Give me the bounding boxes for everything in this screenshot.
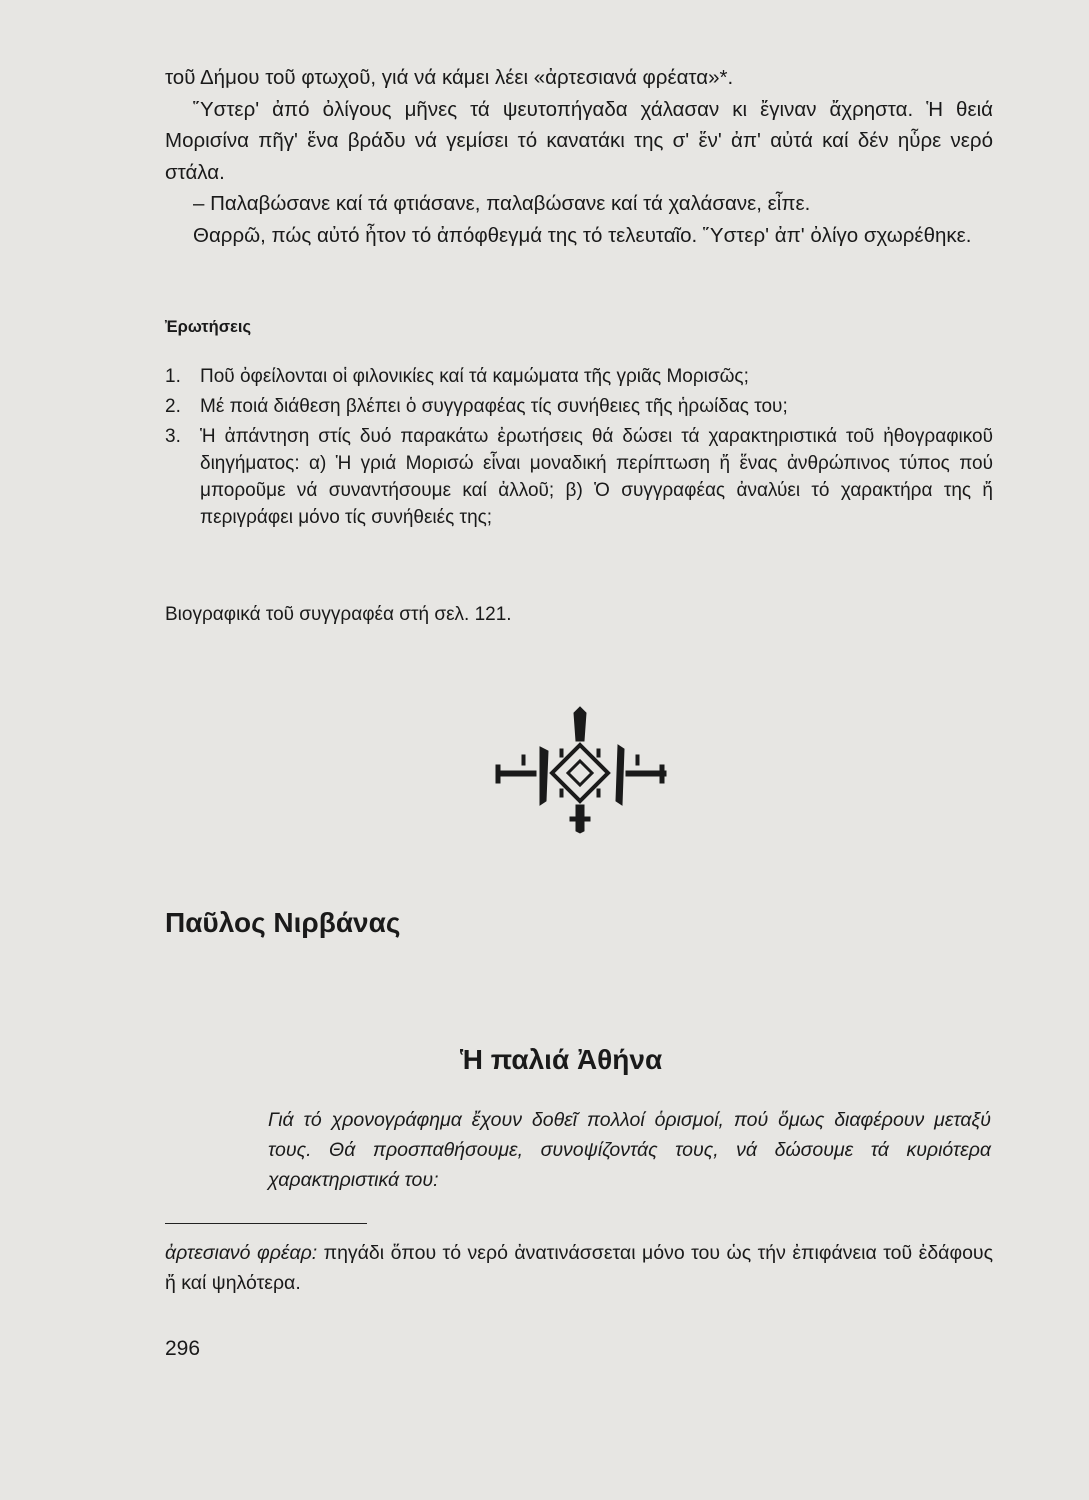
question-text: Μέ ποιά διάθεση βλέπει ὁ συγγραφέας τίς συνήθειες τῆς ἡρωίδας του; [200,396,788,417]
bio-note: Βιογραφικά τοῦ συγγραφέα στή σελ. 121. [165,604,512,625]
footnote-term: ἀρτεσιανό φρέαρ: [165,1242,318,1264]
question-text: Ποῦ ὀφείλονται οἱ φιλονικίες καί τά καμώματα τῆς γριᾶς Μορισῶς; [200,366,749,387]
question-item [165,393,993,420]
page-number: 296 [165,1337,201,1360]
question-text: Ἡ ἀπάντηση στίς δυό παρακάτω ἐρωτήσεις θά δώσει τά χαρακτηριστικά τοῦ ἠθογραφικοῦ διηγήματος: α) Ἡ γριά Μορισώ εἶναι μοναδική περίπτωση ἤ ἕνας ἀνθρώπινος τύπος πού μποροῦμε νά συναντήσουμε καί ἀλλοῦ; β) Ὁ συγγραφέας ἀναλύει τό χαρακτήρα της ἤ περιγράφει μόνο τίς συνήθειές της; [200,426,993,528]
intro-paragraph: Γιά τό χρονογράφημα ἔχουν δοθεῖ πολλοί ὁρισμοί, πού ὅμως διαφέρουν μεταξύ τους. Θά προσπαθήσουμε, συνοψίζοντάς τους, νά δώσουμε τά κυριότερα χαρακτηριστικά του: [268,1109,991,1191]
chapter-title: Ἡ παλιά Ἀθήνα [460,1044,663,1075]
question-number: 1. [165,366,181,387]
questions-heading: Ἐρωτήσεις [165,318,252,336]
paragraph-3: – Παλαβώσανε καί τά φτιάσανε, παλαβώσανε καί τά χαλάσανε, εἶπε. [193,192,811,215]
question-number: 3. [165,426,181,447]
story-ending [165,62,993,251]
paragraph-1: τοῦ Δήμου τοῦ φτωχοῦ, γιά νά κάμει λέει «ἀρτεσιανά φρέατα»*. [165,66,734,89]
question-item [165,423,993,531]
question-number: 2. [165,396,181,417]
footnote-divider [165,1223,367,1224]
footnote-text: πηγάδι ὅπου τό νερό ἀνατινάσσεται μόνο του ὡς τήν ἐπιφάνεια τοῦ ἐδάφους ἤ καί ψηλότερα. [165,1242,993,1294]
questions-list [165,363,993,534]
paragraph-4: Θαρρῶ, πώς αὐτό ἦτον τό ἀπόφθεγμά της τό τελευταῖο. Ὕστερ' ἀπ' ὀλίγο σχωρέθηκε. [193,223,972,247]
paragraph-2: Ὕστερ' ἀπό ὀλίγους μῆνες τά ψευτοπήγαδα χάλασαν κι ἔγιναν ἄχρηστα. Ἡ θειά Μορισίνα πῆγ' ἕνα βράδυ νά γεμίσει τό κανατάκι της σ' ἕν' ἀπ' αὐτά καί δέν ηὗρε νερό στάλα. [165,97,993,184]
question-item [165,363,993,390]
ornament-icon [484,705,674,835]
footnote [165,1238,993,1298]
author-name: Παῦλος Νιρβάνας [165,907,401,938]
